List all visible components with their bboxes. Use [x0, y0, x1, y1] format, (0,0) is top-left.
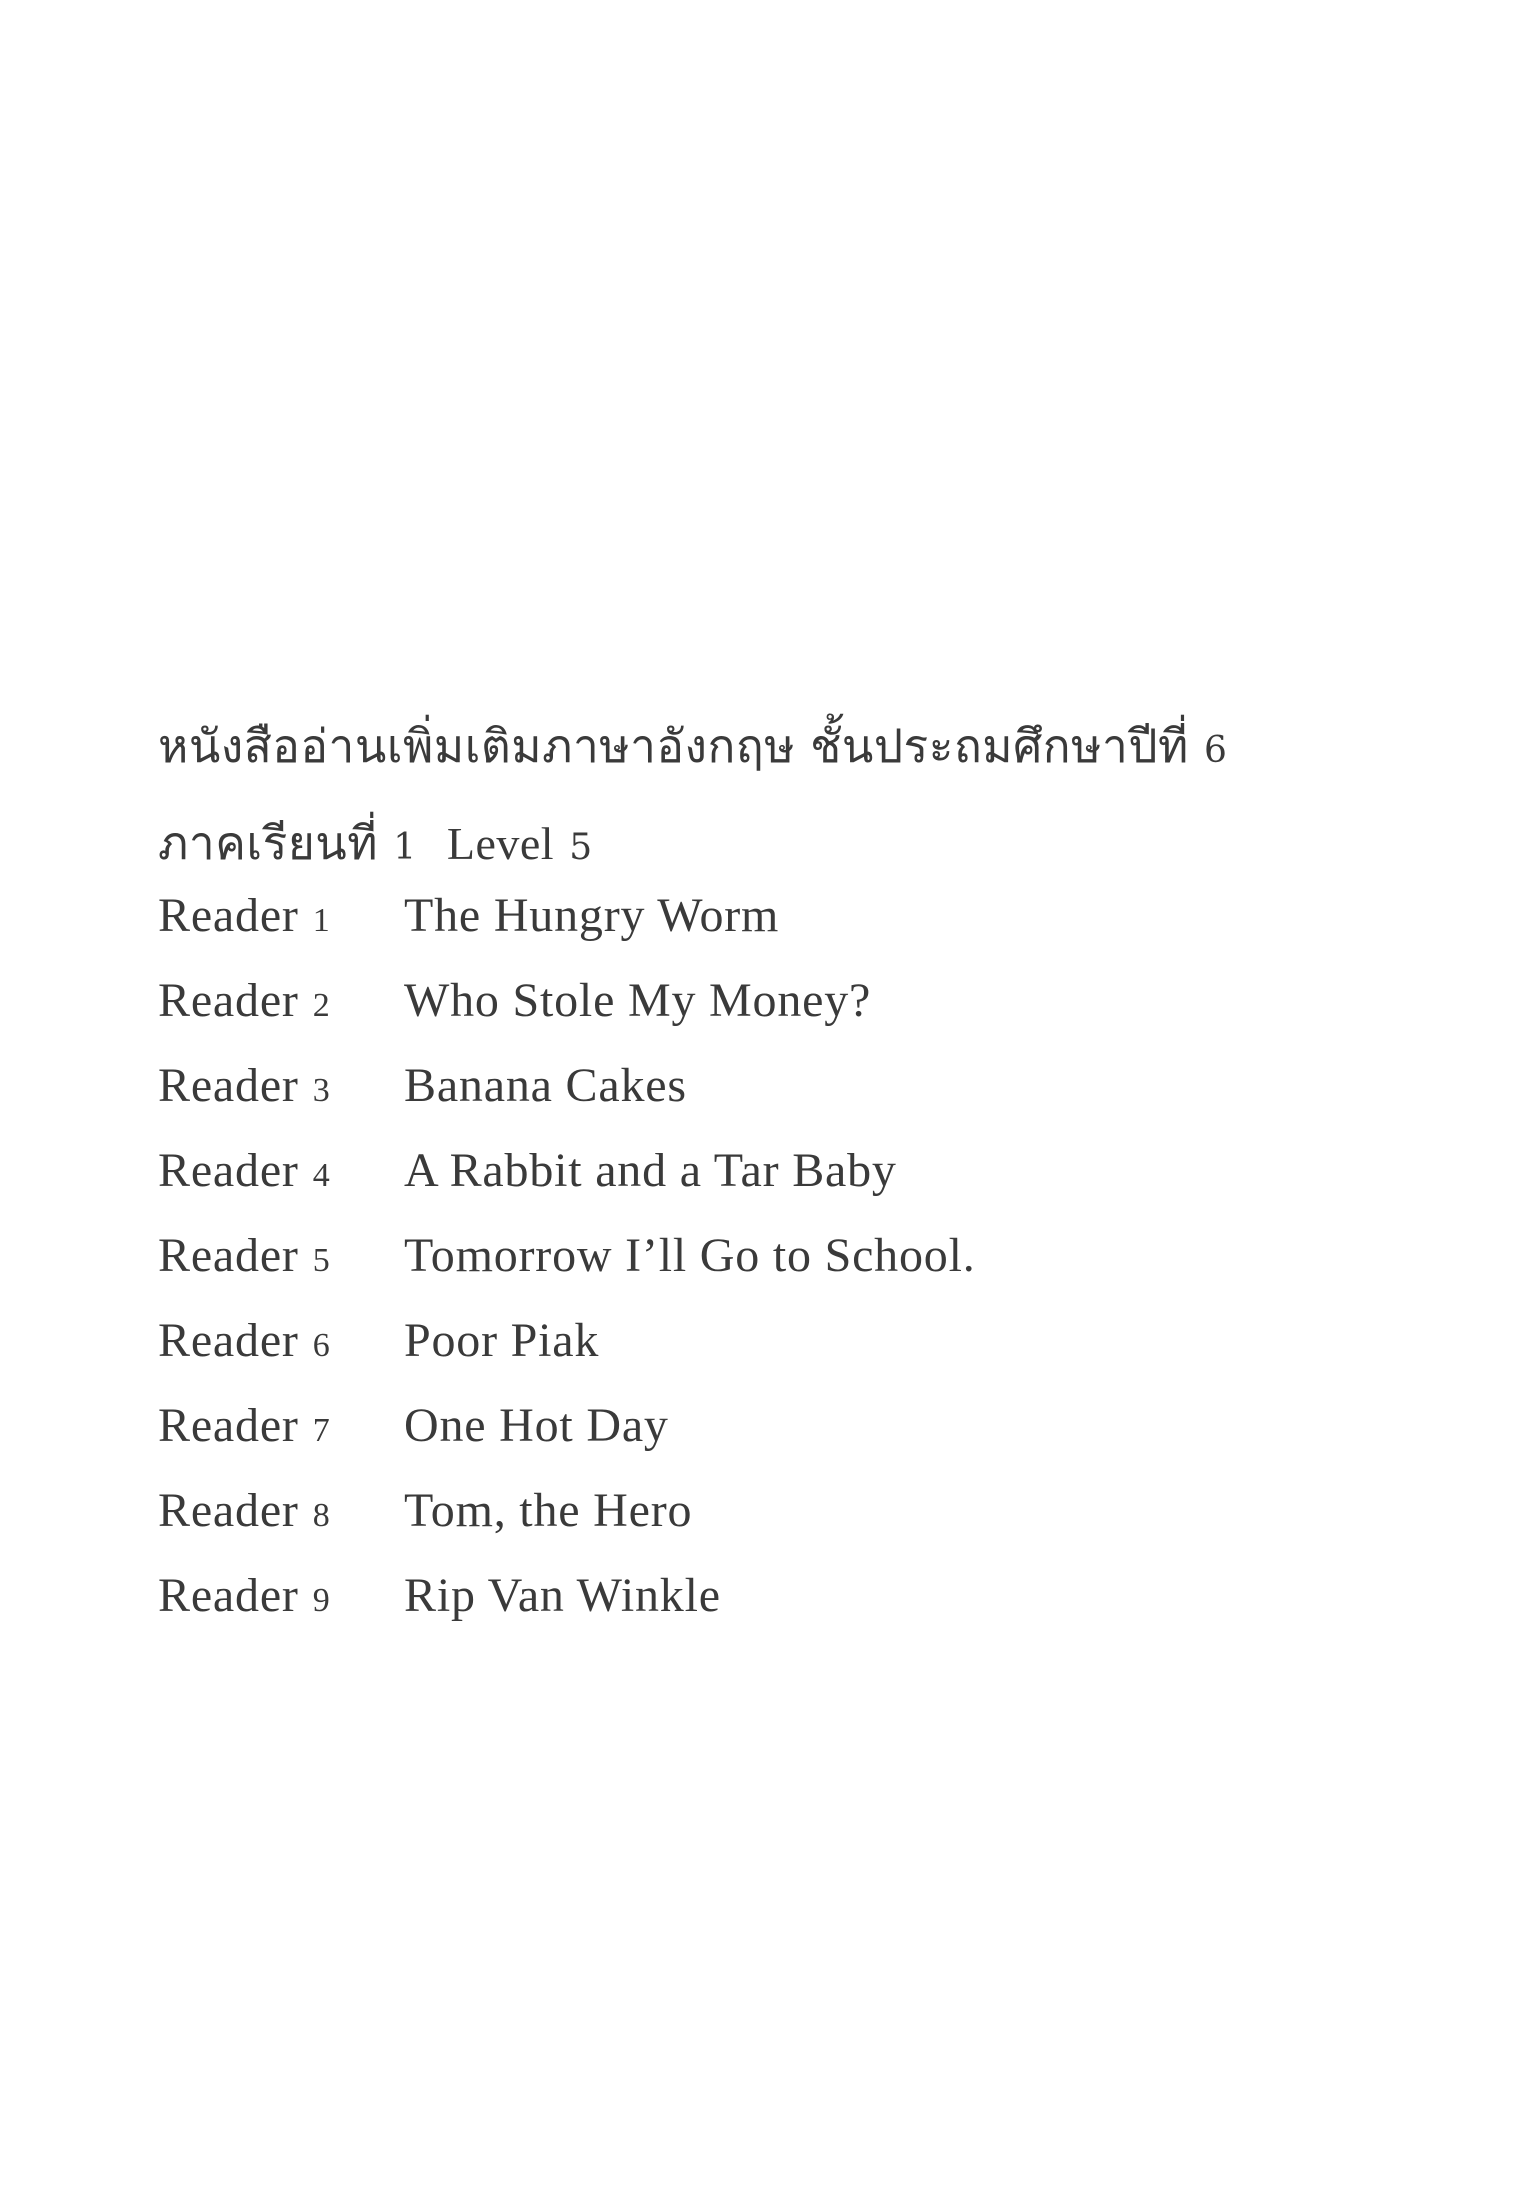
reader-row — [158, 1313, 1458, 1398]
reader-word: Reader — [158, 1314, 299, 1367]
reader-word: Reader — [158, 1144, 299, 1197]
heading-grade-number: 6 — [1203, 730, 1228, 771]
reader-number: 9 — [312, 1582, 331, 1619]
reader-word: Reader — [158, 1059, 299, 1112]
reader-row — [158, 1568, 1458, 1653]
reader-row — [158, 1058, 1458, 1143]
reader-row — [158, 1398, 1458, 1483]
reader-word: Reader — [158, 1229, 299, 1282]
reader-label — [158, 1483, 404, 1538]
reader-title: Tomorrow I’ll Go to School. — [404, 1229, 976, 1282]
reader-title: Who Stole My Money? — [404, 974, 872, 1027]
reader-number: 5 — [312, 1242, 331, 1279]
reader-title: Banana Cakes — [404, 1059, 687, 1112]
reader-title: A Rabbit and a Tar Baby — [404, 1144, 897, 1197]
reader-number: 2 — [312, 987, 331, 1024]
heading-line-grade — [158, 700, 1458, 797]
reader-label — [158, 1143, 404, 1198]
reader-row — [158, 1483, 1458, 1568]
reader-title: Poor Piak — [404, 1314, 600, 1367]
reader-number: 4 — [312, 1157, 331, 1194]
reader-label — [158, 1568, 404, 1623]
heading-line-semester — [158, 797, 1458, 894]
reader-number: 7 — [312, 1412, 331, 1449]
reader-word: Reader — [158, 1484, 299, 1537]
heading-grade-text: หนังสืออ่านเพิ่มเติมภาษาอังกฤษ ชั้นประถมศึกษาปีที่ — [158, 719, 1189, 773]
reader-row — [158, 1143, 1458, 1228]
book-heading — [158, 700, 1458, 894]
reader-number: 6 — [312, 1327, 331, 1364]
reader-list — [158, 888, 1458, 1653]
reader-label — [158, 1228, 404, 1283]
reader-word: Reader — [158, 1569, 299, 1622]
reader-number: 1 — [312, 902, 331, 939]
reader-number: 8 — [312, 1497, 331, 1534]
reader-word: Reader — [158, 974, 299, 1027]
reader-label — [158, 888, 404, 943]
reader-label — [158, 1058, 404, 1113]
reader-title: Tom, the Hero — [404, 1484, 693, 1537]
reader-word: Reader — [158, 1399, 299, 1452]
reader-row — [158, 888, 1458, 973]
heading-semester-text: ภาคเรียนที่ — [158, 816, 379, 870]
reader-title: Rip Van Winkle — [404, 1569, 721, 1622]
reader-label — [158, 973, 404, 1028]
reader-row — [158, 1228, 1458, 1313]
reader-row — [158, 973, 1458, 1058]
reader-title: The Hungry Worm — [404, 889, 780, 942]
reader-label — [158, 1313, 404, 1368]
reader-number: 3 — [312, 1072, 331, 1109]
heading-semester-number: 1 — [393, 827, 417, 868]
reader-word: Reader — [158, 889, 299, 942]
reader-label — [158, 1398, 404, 1453]
heading-level-label: Level — [446, 818, 555, 869]
heading-level-number: 5 — [569, 827, 593, 868]
reader-title: One Hot Day — [404, 1399, 669, 1452]
